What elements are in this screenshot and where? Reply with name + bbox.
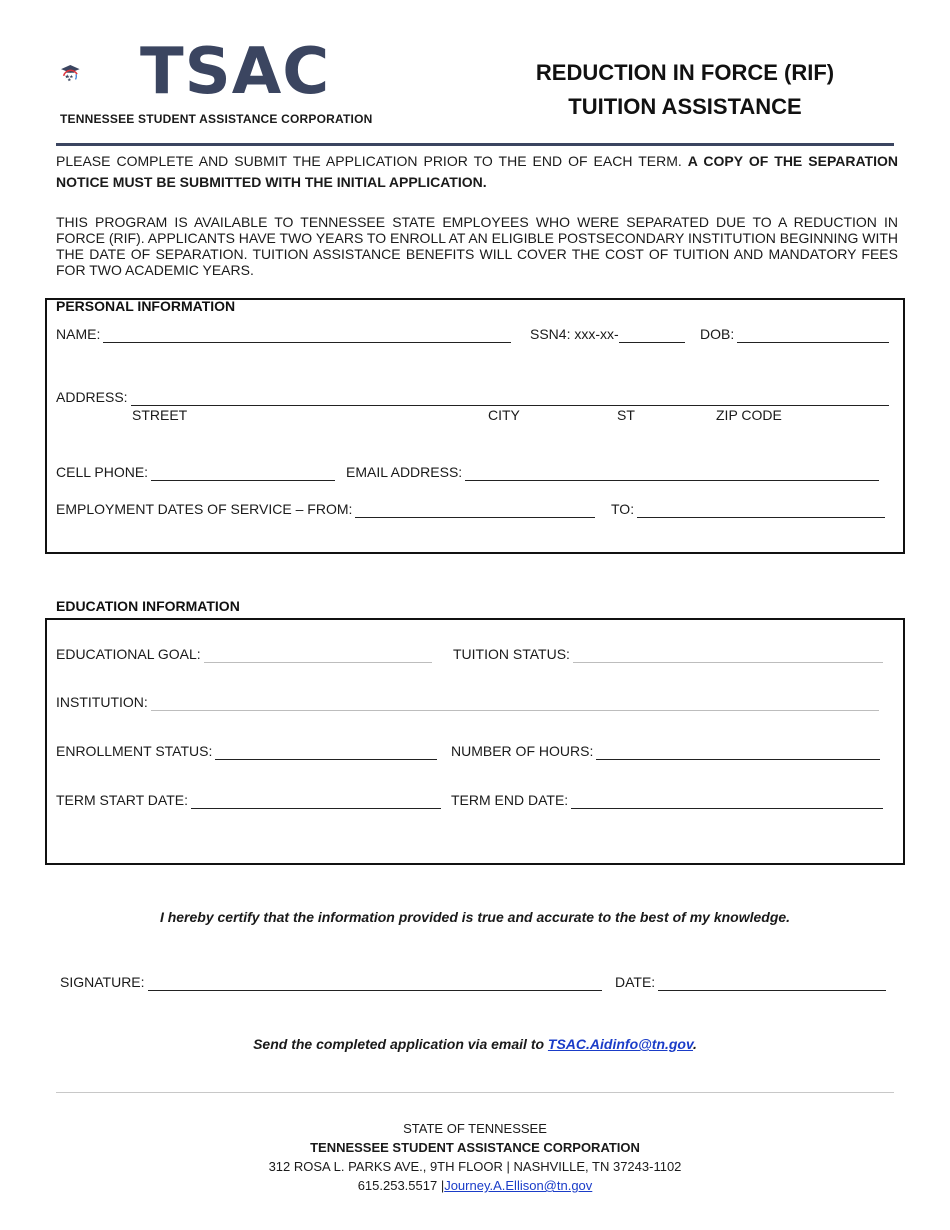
zip-caption: ZIP CODE xyxy=(716,407,782,423)
email-row xyxy=(346,463,879,481)
dob-field[interactable] xyxy=(737,328,889,343)
number-of-hours-label: NUMBER OF HOURS: xyxy=(451,743,594,759)
number-of-hours-row xyxy=(451,742,880,760)
footer-address: 312 ROSA L. PARKS AVE., 9TH FLOOR | NASHVILLE, TN 37243-1102 xyxy=(268,1159,682,1174)
ssn-field[interactable] xyxy=(619,328,685,343)
term-end-field[interactable] xyxy=(571,794,883,809)
state-caption: ST xyxy=(617,407,635,423)
name-row xyxy=(56,325,511,343)
instruction-bold-text: A COPY OF THE SEPARATION NOTICE MUST BE SUBMITTED WITH THE INITIAL APPLICATION. xyxy=(56,153,898,190)
footer-state: STATE OF TENNESSEE xyxy=(403,1121,547,1136)
send-end-punct: . xyxy=(693,1036,697,1052)
footer-contact xyxy=(0,1176,950,1195)
enrollment-status-row xyxy=(56,742,437,760)
dob-row xyxy=(700,325,889,343)
educational-goal-field[interactable] xyxy=(204,648,432,663)
signature-date-field[interactable] xyxy=(658,976,886,991)
number-of-hours-field[interactable] xyxy=(596,745,880,760)
form-title-line2: TUITION ASSISTANCE xyxy=(568,94,802,119)
ssn-row xyxy=(530,325,685,343)
enrollment-status-field[interactable] xyxy=(215,745,437,760)
education-info-heading: EDUCATION INFORMATION xyxy=(56,598,240,614)
address-field[interactable] xyxy=(131,391,889,406)
employment-from-label: EMPLOYMENT DATES OF SERVICE – FROM: xyxy=(56,501,353,517)
star-icon xyxy=(65,74,70,78)
name-label: NAME: xyxy=(56,326,101,342)
term-start-field[interactable] xyxy=(191,794,441,809)
signature-label: SIGNATURE: xyxy=(60,974,145,990)
street-caption: STREET xyxy=(132,407,188,423)
employment-to-label: TO: xyxy=(611,501,635,517)
dob-label: DOB: xyxy=(700,326,735,342)
send-text: Send the completed application via email to xyxy=(253,1036,548,1052)
enrollment-status-label: ENROLLMENT STATUS: xyxy=(56,743,213,759)
tuition-status-row xyxy=(453,645,883,663)
send-instructions xyxy=(0,1036,950,1052)
email-field[interactable] xyxy=(465,466,879,481)
institution-field[interactable] xyxy=(151,696,879,711)
cell-phone-label: CELL PHONE: xyxy=(56,464,149,480)
aidinfo-email-link[interactable]: TSAC.Aidinfo@tn.gov xyxy=(547,1036,694,1052)
term-end-row xyxy=(451,791,883,809)
employment-to-row xyxy=(611,500,885,518)
email-label: EMAIL ADDRESS: xyxy=(346,464,463,480)
signature-field[interactable] xyxy=(148,976,602,991)
signature-date-row xyxy=(615,973,886,991)
instruction-paragraph xyxy=(56,151,898,193)
instruction-text: PLEASE COMPLETE AND SUBMIT THE APPLICATION PRIOR TO THE END OF EACH TERM. xyxy=(56,153,688,169)
program-paragraph: THIS PROGRAM IS AVAILABLE TO TENNESSEE STATE EMPLOYEES WHO WERE SEPARATED DUE TO A REDUCTION IN FORCE (RIF). APPLICANTS HAVE TWO YEARS TO ENROLL AT AN ELIGIBLE POSTSECONDARY INSTITUTION BEGINNING WITH THE DATE OF SEPARATION. TUITION ASSISTANCE BENEFITS WILL COVER THE COST OF TUITION AND MANDATORY FEES FOR TWO ACADEMIC YEARS. xyxy=(56,214,898,278)
city-caption: CITY xyxy=(488,407,520,423)
employment-to-field[interactable] xyxy=(637,503,885,518)
educational-goal-label: EDUCATIONAL GOAL: xyxy=(56,646,201,662)
tuition-status-field[interactable] xyxy=(573,648,883,663)
logo-subtitle: TENNESSEE STUDENT ASSISTANCE CORPORATION xyxy=(60,112,373,126)
employment-from-field[interactable] xyxy=(355,503,595,518)
educational-goal-row xyxy=(56,645,432,663)
footer-org-name: TENNESSEE STUDENT ASSISTANCE CORPORATION xyxy=(310,1140,640,1155)
tsac-logo-graphic xyxy=(60,38,140,108)
logo-wordmark: TSAC xyxy=(140,35,331,109)
signature-date-label: DATE: xyxy=(615,974,656,990)
header-divider xyxy=(56,143,894,146)
footer-phone: 615.253.5517 | xyxy=(357,1178,445,1193)
ssn-label: SSN4: xxx-xx- xyxy=(530,326,619,342)
star-icon xyxy=(67,78,71,81)
form-title-line1: REDUCTION IN FORCE (RIF) xyxy=(535,60,835,85)
term-start-row xyxy=(56,791,441,809)
footer-email-link[interactable]: Journey.A.Ellison@tn.gov xyxy=(444,1178,593,1193)
address-row xyxy=(56,388,889,406)
tuition-status-label: TUITION STATUS: xyxy=(453,646,570,662)
star-icon xyxy=(70,75,74,78)
cell-phone-field[interactable] xyxy=(151,466,335,481)
certification-statement: I hereby certify that the information provided is true and accurate to the best of my knowledge. xyxy=(159,909,791,925)
footer-divider xyxy=(56,1092,894,1093)
name-field[interactable] xyxy=(103,328,511,343)
term-end-label: TERM END DATE: xyxy=(451,792,569,808)
personal-info-heading: PERSONAL INFORMATION xyxy=(56,298,236,314)
term-start-label: TERM START DATE: xyxy=(56,792,188,808)
employment-from-row xyxy=(56,500,595,518)
institution-label: INSTITUTION: xyxy=(56,694,148,710)
cell-phone-row xyxy=(56,463,335,481)
address-label: ADDRESS: xyxy=(56,389,128,405)
signature-row xyxy=(60,973,602,991)
institution-row xyxy=(56,693,879,711)
